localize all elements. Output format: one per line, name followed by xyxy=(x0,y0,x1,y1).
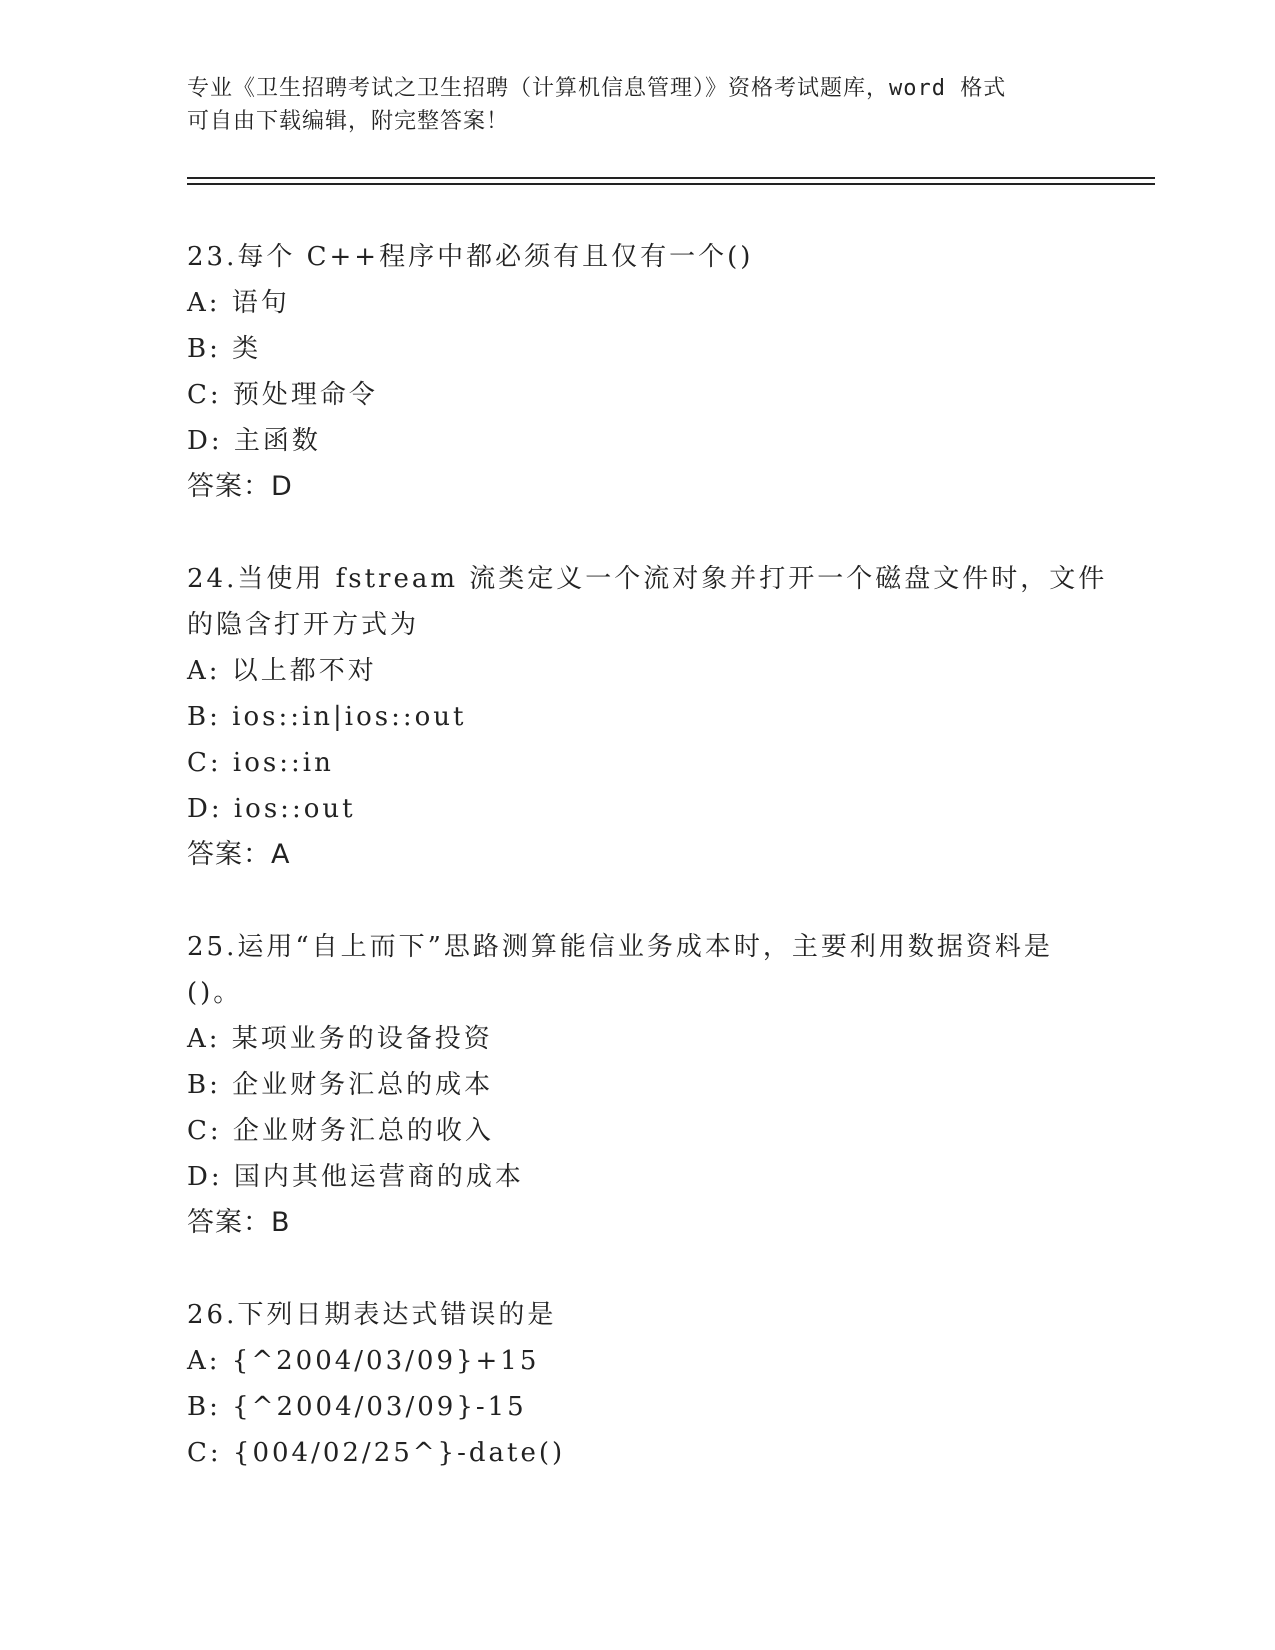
question-text: 25.运用“自上而下”思路测算能信业务成本时，主要利用数据资料是 xyxy=(187,932,1053,962)
question-text: 23.每个 C++程序中都必须有且仅有一个() xyxy=(187,242,754,272)
question-25 xyxy=(187,924,1087,1246)
header-divider-top xyxy=(187,177,1155,179)
option-c: C: ios::in xyxy=(187,748,334,778)
option-a: A: 某项业务的设备投资 xyxy=(187,1024,493,1054)
option-a: A: 语句 xyxy=(187,288,290,318)
question-23 xyxy=(187,234,1087,510)
question-text: 26.下列日期表达式错误的是 xyxy=(187,1300,557,1330)
answer-text: 答案：B xyxy=(187,1207,291,1238)
option-b: B: {^2004/03/09}-15 xyxy=(187,1392,527,1422)
option-d: D: 国内其他运营商的成本 xyxy=(187,1162,524,1192)
question-24 xyxy=(187,556,1108,878)
option-c: C: 预处理命令 xyxy=(187,380,378,410)
option-d: D: ios::out xyxy=(187,794,356,824)
header-line-2: 可自由下载编辑，附完整答案！ xyxy=(187,109,510,134)
option-b: B: 类 xyxy=(187,334,262,364)
option-b: B: 企业财务汇总的成本 xyxy=(187,1070,494,1100)
answer-text: 答案：A xyxy=(187,839,291,870)
document-header xyxy=(187,72,1067,138)
option-d: D: 主函数 xyxy=(187,426,321,456)
answer-text: 答案：D xyxy=(187,471,293,502)
option-a: A: 以上都不对 xyxy=(187,656,377,686)
question-26 xyxy=(187,1292,1087,1476)
option-c: C: {004/02/25^}-date() xyxy=(187,1438,566,1468)
option-c: C: 企业财务汇总的收入 xyxy=(187,1116,494,1146)
option-b: B: ios::in|ios::out xyxy=(187,702,467,732)
question-list xyxy=(187,234,1108,1522)
question-text-continued: ()。 xyxy=(187,978,243,1008)
question-text: 24.当使用 fstream 流类定义一个流对象并打开一个磁盘文件时，文件 xyxy=(187,564,1108,594)
option-a: A: {^2004/03/09}+15 xyxy=(187,1346,540,1376)
question-text-continued: 的隐含打开方式为 xyxy=(187,610,420,640)
header-divider-bottom xyxy=(187,183,1155,185)
header-line-1: 专业《卫生招聘考试之卫生招聘（计算机信息管理）》资格考试题库，word 格式 xyxy=(187,76,1007,101)
